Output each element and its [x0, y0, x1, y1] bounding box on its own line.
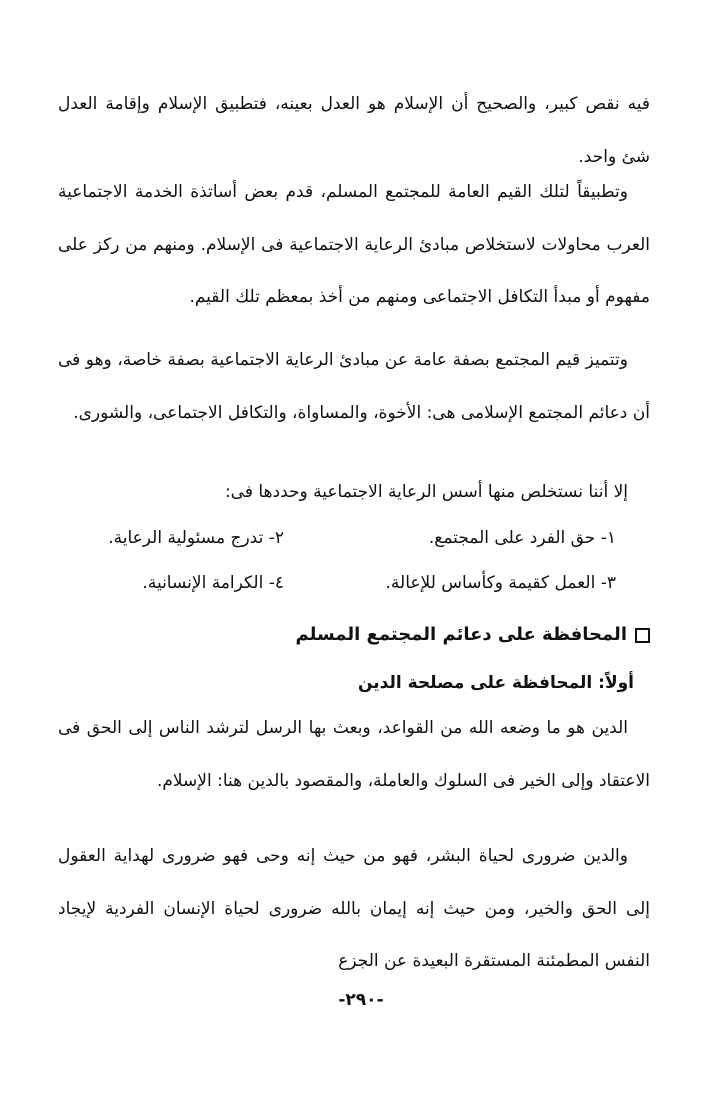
paragraph-religion-definition: الدين هو ما وضعه الله من القواعد، وبعث بها الرسل لترشد الناس إلى الحق فى الاعتقاد وإلى الخير فى السلوك والعاملة، والمقصود بالدين هنا: الإسلام. [58, 718, 650, 791]
paragraph-applications: وتطبيقاً لتلك القيم العامة للمجتمع المسلم، قدم بعض أساتذة الخدمة الاجتماعية العرب محاولات لاستخلاص مبادئ الرعاية الاجتماعية فى الإسلام. ومنهم من ركز على مفهوم أو مبدأ التكافل الاجتماعى ومنهم من أخذ بمعظم تلك القيم. [58, 182, 650, 307]
list-item-3: ٣- العمل كقيمة وكأساس للإعالة. [385, 573, 616, 593]
paragraph-religion-necessity: والدين ضرورى لحياة البشر، فهو من حيث إنه وحى فهو ضرورى لهداية العقول إلى الحق والخير، ومن حيث إنه إيمان بالله ضرورى لحياة الإنسان الفردية لإيجاد النفس المطمئنة المستقرة البعيدة عن الجزع [58, 846, 650, 971]
section-heading-text: المحافظة على دعائم المجتمع المسلم [295, 624, 627, 645]
page-number: -٢٩٠- [338, 990, 384, 1010]
list-item-1: ١- حق الفرد على المجتمع. [428, 528, 616, 548]
list-item-4: ٤- الكرامة الإنسانية. [142, 573, 284, 593]
paragraph-society-values: وتتميز قيم المجتمع بصفة عامة عن مبادئ الرعاية الاجتماعية بصفة خاصة، وهو فى أن دعائم المجتمع الإسلامى هى: الأخوة، والمساواة، والتكافل الاجتماعى، والشورى. [58, 350, 650, 423]
square-bullet-icon [635, 628, 650, 643]
list-row-2 [58, 563, 650, 603]
section-heading [58, 615, 650, 655]
list-item-2: ٢- تدرج مسئولية الرعاية. [108, 528, 284, 548]
subsection-heading: أولاً: المحافظة على مصلحة الدين [357, 673, 634, 693]
paragraph-list-intro: إلا أننا نستخلص منها أسس الرعاية الاجتماعية وحددها فى: [224, 482, 628, 502]
list-row-1 [58, 518, 650, 558]
paragraph-intro-continued: فيه نقص كبير، والصحيح أن الإسلام هو العدل بعينه، فتطبيق الإسلام وإقامة العدل شئ واحد. [58, 94, 650, 167]
